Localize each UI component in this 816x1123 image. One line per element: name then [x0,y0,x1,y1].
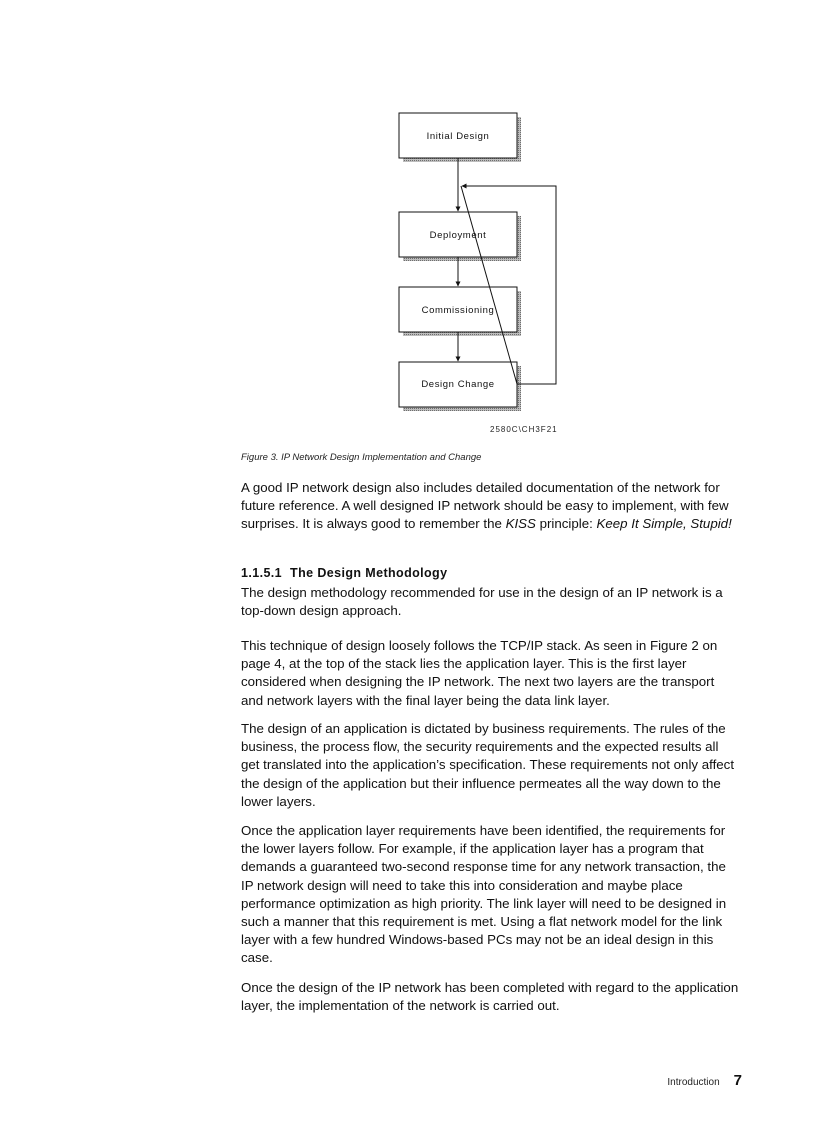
kiss-expansion: Keep It Simple, Stupid! [596,516,732,532]
footer-chapter-label: Introduction [667,1077,720,1088]
box-label-design-change: Design Change [421,379,495,390]
intro-text-before: A good IP network design also includes detailed documentation of the network for future reference. A well designed IP network should be easy to implement, with few surprises. It is always good to remember the [241,480,729,532]
paragraph-text: The design methodology recommended for use in the design of an IP network is a top-down design approach. [241,585,723,619]
intro-paragraph [241,479,740,534]
paragraph-text: Once the design of the IP network has been completed with regard to the application layer, the implementation of the network is carried out. [241,980,739,1014]
flow-diagram [0,0,816,440]
paragraph-3 [241,720,740,811]
paragraph-text: Once the application layer requirements have been identified, the requirements for the lower layers follow. For example, if the application layer has a program that demands a guaranteed two-second response time for any network transaction, the IP network design will need to take this into consideration and maybe place performance optimization as high priority. The link layer will need to be designed in such a manner that this requirement is met. Using a flat network model for the link layer with a few hundred Windows-based PCs may not be an ideal design in this case. [241,823,727,966]
figure-id-label: 2580C\CH3F21 [490,425,558,434]
box-label-deployment: Deployment [429,230,487,241]
box-label-commissioning: Commissioning [421,305,495,316]
box-label-initial-design: Initial Design [426,131,490,142]
paragraph-5 [241,979,740,1015]
paragraph-4 [241,822,740,968]
box-design-change [399,362,521,411]
kiss-term: KISS [505,516,536,532]
figure-caption: Figure 3. IP Network Design Implementation and Change [241,452,482,463]
paragraph-2 [241,637,740,710]
box-initial-design [399,113,521,162]
section-title: The Design Methodology [290,566,448,580]
paragraph-1 [241,584,740,620]
box-deployment [399,212,521,261]
section-heading [241,566,447,580]
paragraph-text: This technique of design loosely follows the TCP/IP stack. As seen in Figure 2 on page 4, at the top of the stack lies the application layer. This is the first layer considered when designing the IP network. The next two layers are the transport and network layers with the final layer being the data link layer. [241,638,718,708]
box-commissioning [399,287,521,336]
page-number: 7 [733,1072,742,1089]
intro-text-middle: principle: [535,516,597,532]
page-footer [667,1072,742,1089]
paragraph-text: The design of an application is dictated by business requirements. The rules of the business, the process flow, the security requirements and the expected results all get translated into the application’s specification. These requirements not only affect the design of the application but their influence permeates all the way down to the lower layers. [241,721,735,809]
section-number: 1.1.5.1 [241,566,283,580]
